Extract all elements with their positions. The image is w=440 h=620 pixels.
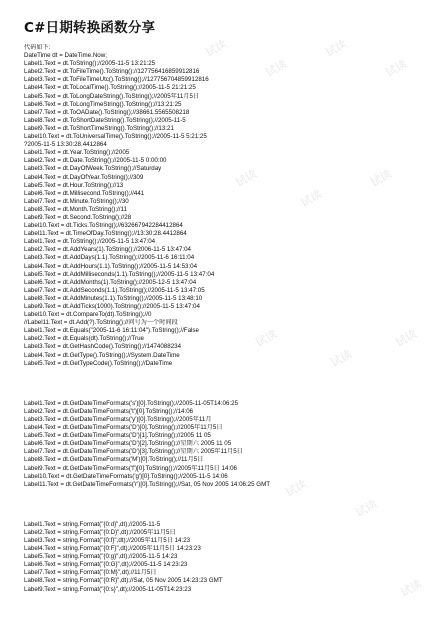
- code-line: Label5.Text = string.Format("{0:g}",dt);//2005-11-5 14:23: [24, 553, 178, 561]
- code-line: Label2.Text = dt.GetDateTimeFormats('t')[0].ToString();//14:06: [24, 407, 194, 415]
- code-line: Label7.Text = dt.Minute.ToString();//30: [24, 197, 129, 205]
- code-line: Label6.Text = dt.AddMonths(1).ToString();//2005-12-5 13:47:04: [24, 278, 197, 286]
- watermark-text: 试读: [203, 37, 230, 60]
- code-line: Label5.Text = dt.AddMilliseconds(1.1).ToString();//2005-11-5 13:47:04: [24, 270, 215, 278]
- code-line: ?2005-11-5 13:30:28.4412864: [24, 141, 107, 149]
- code-line: Label8.Text = dt.GetDateTimeFormats('M')[0].ToString();//11月5日: [24, 456, 204, 464]
- code-line: Label6.Text = dt.Millisecond.ToString();//441: [24, 189, 145, 197]
- watermark-text: 试读: [353, 497, 380, 520]
- code-line: Label5.Text = dt.GetTypeCode().ToString();//DateTime: [24, 359, 173, 367]
- code-line: Label10.Text = dt.CompareTo(dt).ToString();//0: [24, 311, 152, 319]
- code-line: Label10.Text = dt.GetDateTimeFormats('g')[0].ToString();//2005-11-5 14:06: [24, 472, 228, 480]
- code-line: Label1.Text = dt.Year.ToString();//2005: [24, 149, 130, 157]
- code-line: Label7.Text = string.Format("{0:M}",dt);//11月5日: [24, 569, 157, 577]
- code-line: Label1.Text = dt.Equals("2005-11-6 16:11:04").ToString();//False: [24, 327, 199, 335]
- code-line: Label1.Text = dt.GetDateTimeFormats('s')[0].ToString();//2005-11-05T14:06:25: [24, 399, 239, 407]
- code-line: Label3.Text = dt.GetDateTimeFormats('y')[0].ToString();//2005年11月: [24, 415, 212, 423]
- code-line: //Label11.Text = dt.Add(?).ToString();//问号为一个时间段: [24, 319, 178, 327]
- code-line: Label4.Text = string.Format("{0:F}",dt);//2005年11月5日 14:23:23: [24, 545, 201, 553]
- code-line: Label3.Text = dt.ToFileTimeUtc().ToString();//127756704859912816: [24, 76, 209, 84]
- code-line: Label10.Text = dt.ToUniversalTime().ToString();//2005-11-5 5:21:25: [24, 133, 207, 141]
- code-line: Label10.Text = dt.Ticks.ToString();//632667942284412864: [24, 222, 183, 230]
- watermark-text: 试读: [323, 37, 350, 60]
- code-line: Label6.Text = dt.ToLongTimeString().ToString();//13:21:25: [24, 100, 182, 108]
- code-line: Label3.Text = dt.GetHashCode().ToString();//1474088234: [24, 343, 182, 351]
- watermark-text: 试读: [253, 327, 280, 350]
- code-line: Label9.Text = string.Format("{0:s}",dt);//2005-11-05T14:23:23: [24, 585, 192, 593]
- code-line: Label1.Text = string.Format("{0:d}",dt);//2005-11-5: [24, 520, 161, 528]
- watermark-text: 试读: [328, 347, 355, 370]
- code-line: Label5.Text = dt.ToLongDateString().ToString();//2005年11月5日: [24, 92, 200, 100]
- code-line: Label2.Text = dt.ToFileTime().ToString();//127756416859912816: [24, 68, 200, 76]
- code-block-3: [24, 521, 424, 594]
- code-line: 代码如下:: [24, 44, 51, 51]
- spacer: [24, 384, 424, 400]
- code-line: Label2.Text = dt.Date.ToString();//2005-11-5 0:00:00: [24, 157, 167, 165]
- code-line: Label2.Text = string.Format("{0:D}",dt);//2005年11月5日: [24, 528, 176, 536]
- watermark-text: 试读: [233, 167, 260, 190]
- spacer: [24, 368, 424, 384]
- code-line: Label5.Text = dt.GetDateTimeFormats('D')[1].ToString();//2005 11 05: [24, 432, 211, 440]
- code-line: Label1.Text = dt.ToString();//2005-11-5 13:47:04: [24, 238, 156, 246]
- code-line: Label3.Text = dt.AddDays(1.1).ToString();//2005-11-6 16:11:04: [24, 254, 195, 262]
- code-line: Label4.Text = dt.DayOfYear.ToString();//309: [24, 173, 144, 181]
- code-line: Label2.Text = dt.AddYears(1).ToString();//2006-11-5 13:47:04: [24, 246, 191, 254]
- watermark-text: 试读: [283, 477, 310, 500]
- code-line: Label9.Text = dt.Second.ToString();//28: [24, 213, 132, 221]
- code-line: Label2.Text = dt.Equals(dt).ToString();//True: [24, 335, 144, 343]
- code-line: Label9.Text = dt.ToShortTimeString().ToString();//13:21: [24, 124, 174, 132]
- watermark-text: 试读: [393, 327, 420, 350]
- code-line: Label4.Text = dt.GetType().ToString();//System.DateTime: [24, 351, 180, 359]
- watermark-text: 试读: [368, 167, 395, 190]
- code-line: Label7.Text = dt.GetDateTimeFormats('D')[3].ToString();//星期六 2005年11月5日: [24, 448, 243, 456]
- code-line: Label9.Text = dt.GetDateTimeFormats('f')[0].ToString();//2005年11月5日 14:06: [24, 464, 237, 472]
- document-title: C#日期转换函数分享: [24, 20, 156, 36]
- code-line: Label1.Text = dt.ToString();//2005-11-5 13:21:25: [24, 60, 156, 68]
- code-line: Label7.Text = dt.ToOADate().ToString();//38661.5565508218: [24, 108, 190, 116]
- code-line: Label3.Text = string.Format("{0:f}",dt);//2005年11月5日 14:23: [24, 536, 191, 544]
- code-line: Label8.Text = dt.ToShortDateString().ToString();//2005-11-5: [24, 116, 186, 124]
- code-line: Label7.Text = dt.AddSeconds(1.1).ToString();//2005-11-5 13:47:05: [24, 286, 205, 294]
- watermark-text: 试读: [298, 187, 325, 210]
- code-line: Label8.Text = dt.AddMinutes(1.1).ToString();//2005-11-5 13:48:10: [24, 294, 203, 302]
- code-line: Label6.Text = string.Format("{0:G}",dt);//2005-11-5 14:23:23: [24, 561, 188, 569]
- code-line: Label8.Text = string.Format("{0:R}",dt);//Sat, 05 Nov 2005 14:23:23 GMT: [24, 577, 223, 585]
- code-line: Label5.Text = dt.Hour.ToString();//13: [24, 181, 124, 189]
- code-line: Label4.Text = dt.AddHours(1.1).ToString();//2005-11-5 14:53:04: [24, 262, 198, 270]
- code-block-1: [24, 44, 424, 368]
- code-line: DateTime dt = DateTime.Now;: [24, 52, 107, 60]
- watermark-text: 试读: [383, 57, 410, 80]
- code-line: Label4.Text = dt.ToLocalTime().ToString();//2005-11-5 21:21:25: [24, 84, 196, 92]
- watermark-text: 试读: [398, 577, 425, 600]
- code-line: Label6.Text = dt.GetDateTimeFormats('D')[2].ToString();//星期六 2005 11 05: [24, 440, 232, 448]
- code-line: Label8.Text = dt.Month.ToString();//11: [24, 205, 127, 213]
- code-line: Label9.Text = dt.AddTicks(1000).ToString();//2005-11-5 13:47:04: [24, 303, 200, 310]
- watermark-text: 试读: [263, 57, 290, 80]
- code-line: Label3.Text = dt.DayOfWeek.ToString();//Saturday: [24, 165, 162, 173]
- code-line: Label11.Text = dt.GetDateTimeFormats('r')[0].ToString();//Sat, 05 Nov 2005 14:06:25 GMT: [24, 480, 271, 488]
- code-line: Label4.Text = dt.GetDateTimeFormats('D')[0].ToString();//2005年11月5日: [24, 424, 223, 432]
- code-block-2: [24, 400, 424, 489]
- code-line: Label11.Text = dt.TimeOfDay.ToString();//13:30:28.4412864: [24, 230, 187, 238]
